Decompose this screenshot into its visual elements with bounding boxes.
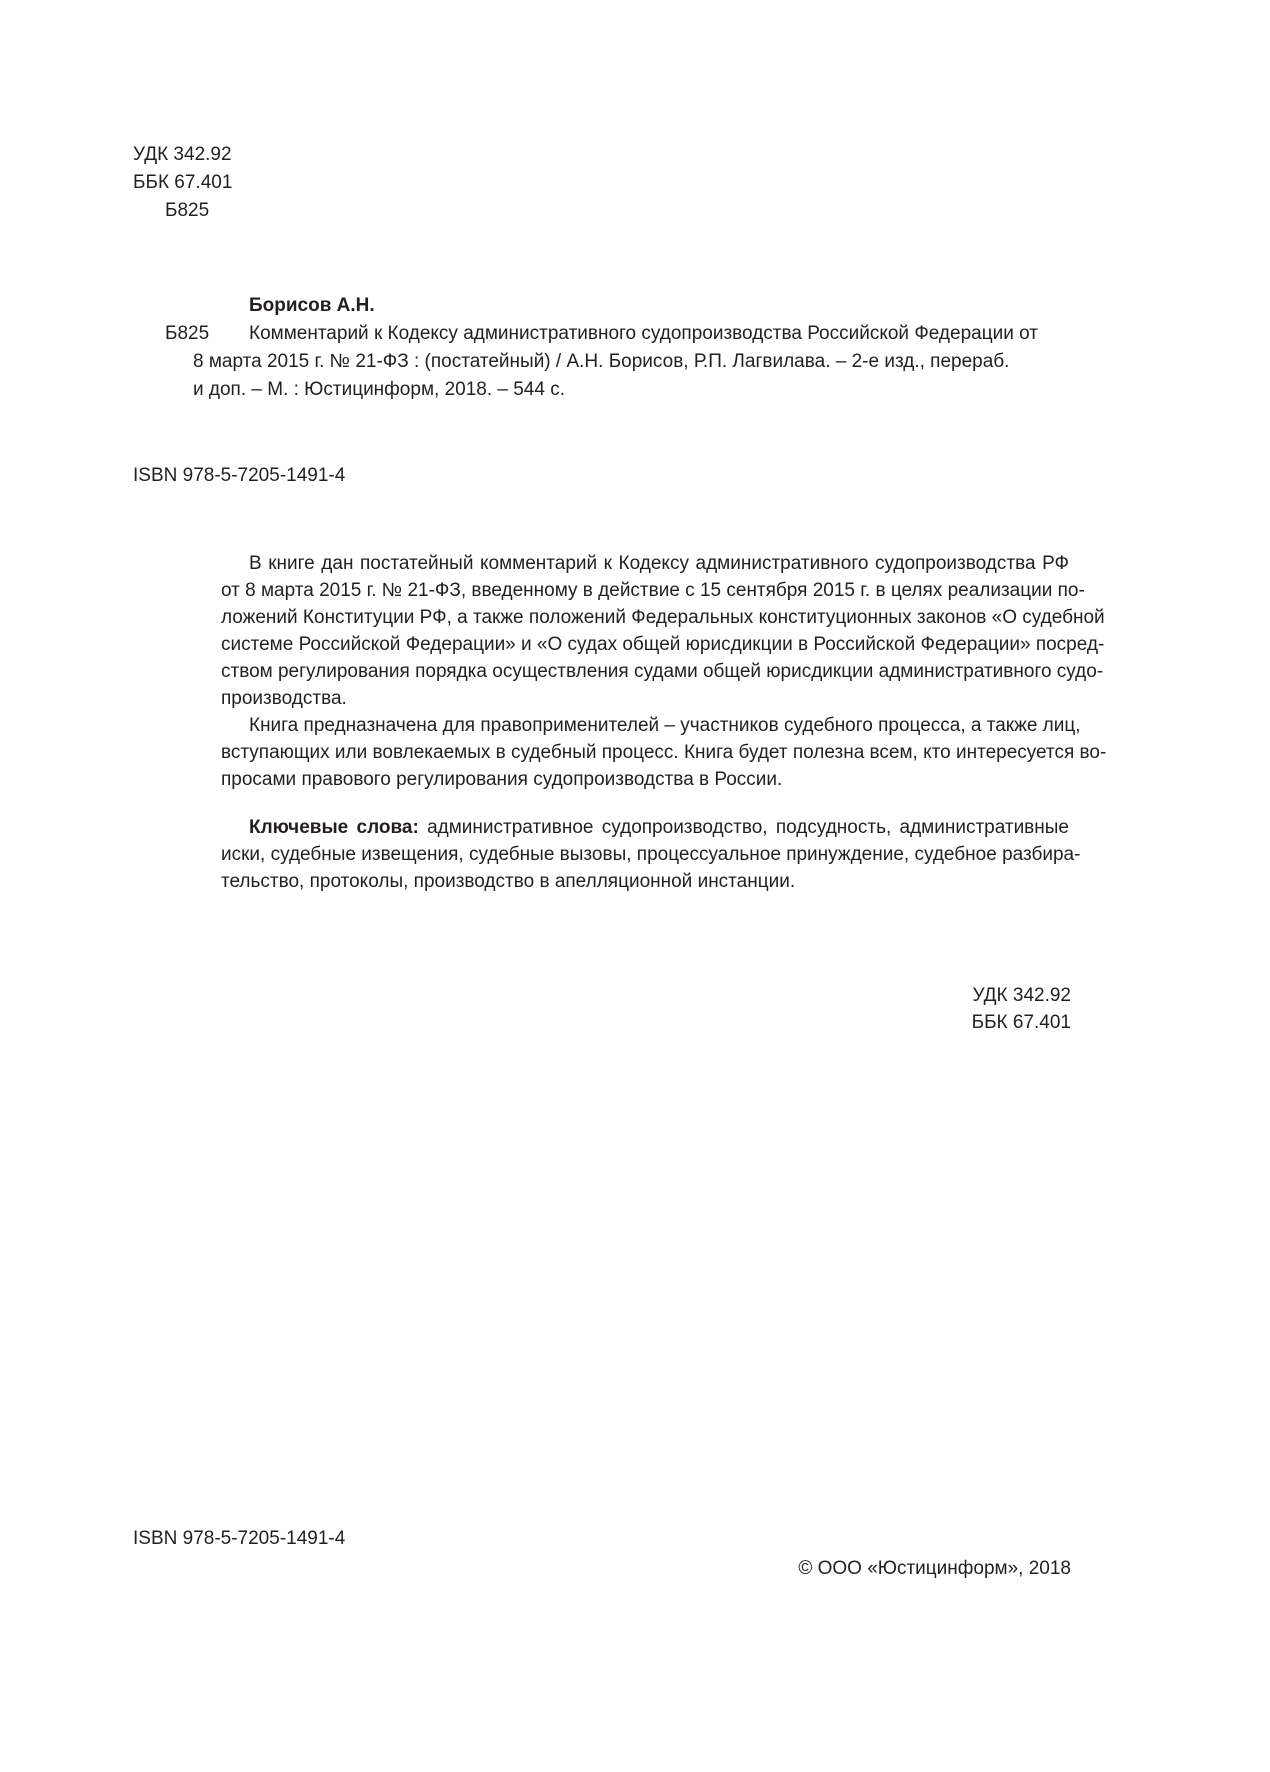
bibliographic-description	[193, 320, 1073, 404]
udk-code-top: УДК 342.92	[133, 144, 232, 165]
annotation-p1-line-5: ством регулирования порядка осуществления судами общей юрисдикции административного судо-	[221, 661, 1104, 682]
udk-code-bottom: УДК 342.92	[972, 985, 1071, 1006]
keywords-line-1	[221, 814, 1069, 841]
isbn-top: ISBN 978-5-7205-1491-4	[133, 465, 346, 486]
bib-line-2: 8 марта 2015 г. № 21-ФЗ : (постатейный) / А.Н. Борисов, Р.П. Лагвилава. – 2-е изд., перераб.	[193, 351, 1010, 372]
keywords-line-2: иски, судебные извещения, судебные вызовы, процессуальное принуждение, судебное разбира-	[221, 844, 1081, 865]
author-name: Борисов А.Н.	[249, 295, 375, 316]
annotation-p2-line-2: вступающих или вовлекаемых в судебный процесс. Книга будет полезна всем, кто интересуется во-	[221, 742, 1107, 763]
isbn-bottom: ISBN 978-5-7205-1491-4	[133, 1528, 346, 1549]
annotation-p1-line-3: ложений Конституции РФ, а также положений Федеральных конституционных законов «О судебной	[221, 607, 1105, 628]
author-sign-entry: Б825	[165, 323, 210, 344]
annotation-p1-line-1: В книге дан постатейный комментарий к Кодексу административного судопроизводства РФ	[249, 553, 1069, 574]
bib-line-3: и доп. – М. : Юстицинформ, 2018. – 544 с.	[193, 379, 565, 400]
paragraph-spacer	[221, 793, 1069, 814]
copyright: © ООО «Юстицинформ», 2018	[798, 1558, 1071, 1579]
annotation-p2-line-1: Книга предназначена для правоприменителей – участников судебного процесса, а также лиц,	[249, 715, 1081, 736]
annotation-p1-line-4: системе Российской Федерации» и «О судах общей юрисдикции в Российской Федерации» посред-	[221, 634, 1105, 655]
bbk-code-bottom: ББК 67.401	[971, 1012, 1071, 1033]
keywords-text-1: административное судопроизводство, подсудность, административные	[418, 817, 1069, 838]
annotation	[221, 550, 1107, 895]
annotation-p2-line-3: просами правового регулирования судопроизводства в России.	[221, 769, 783, 790]
bbk-code-top: ББК 67.401	[133, 172, 233, 193]
author-sign-top: Б825	[165, 200, 210, 221]
keywords-label: Ключевые слова:	[249, 817, 419, 838]
keywords-line-3: тельство, протоколы, производство в апелляционной инстанции.	[221, 871, 796, 892]
annotation-p1-line-2: от 8 марта 2015 г. № 21-ФЗ, введенному в действие с 15 сентября 2015 г. в целях реализации по-	[221, 580, 1085, 601]
bib-line-1: Комментарий к Кодексу административного судопроизводства Российской Федерации от	[249, 323, 1038, 344]
annotation-p1-line-6: производства.	[221, 688, 347, 709]
